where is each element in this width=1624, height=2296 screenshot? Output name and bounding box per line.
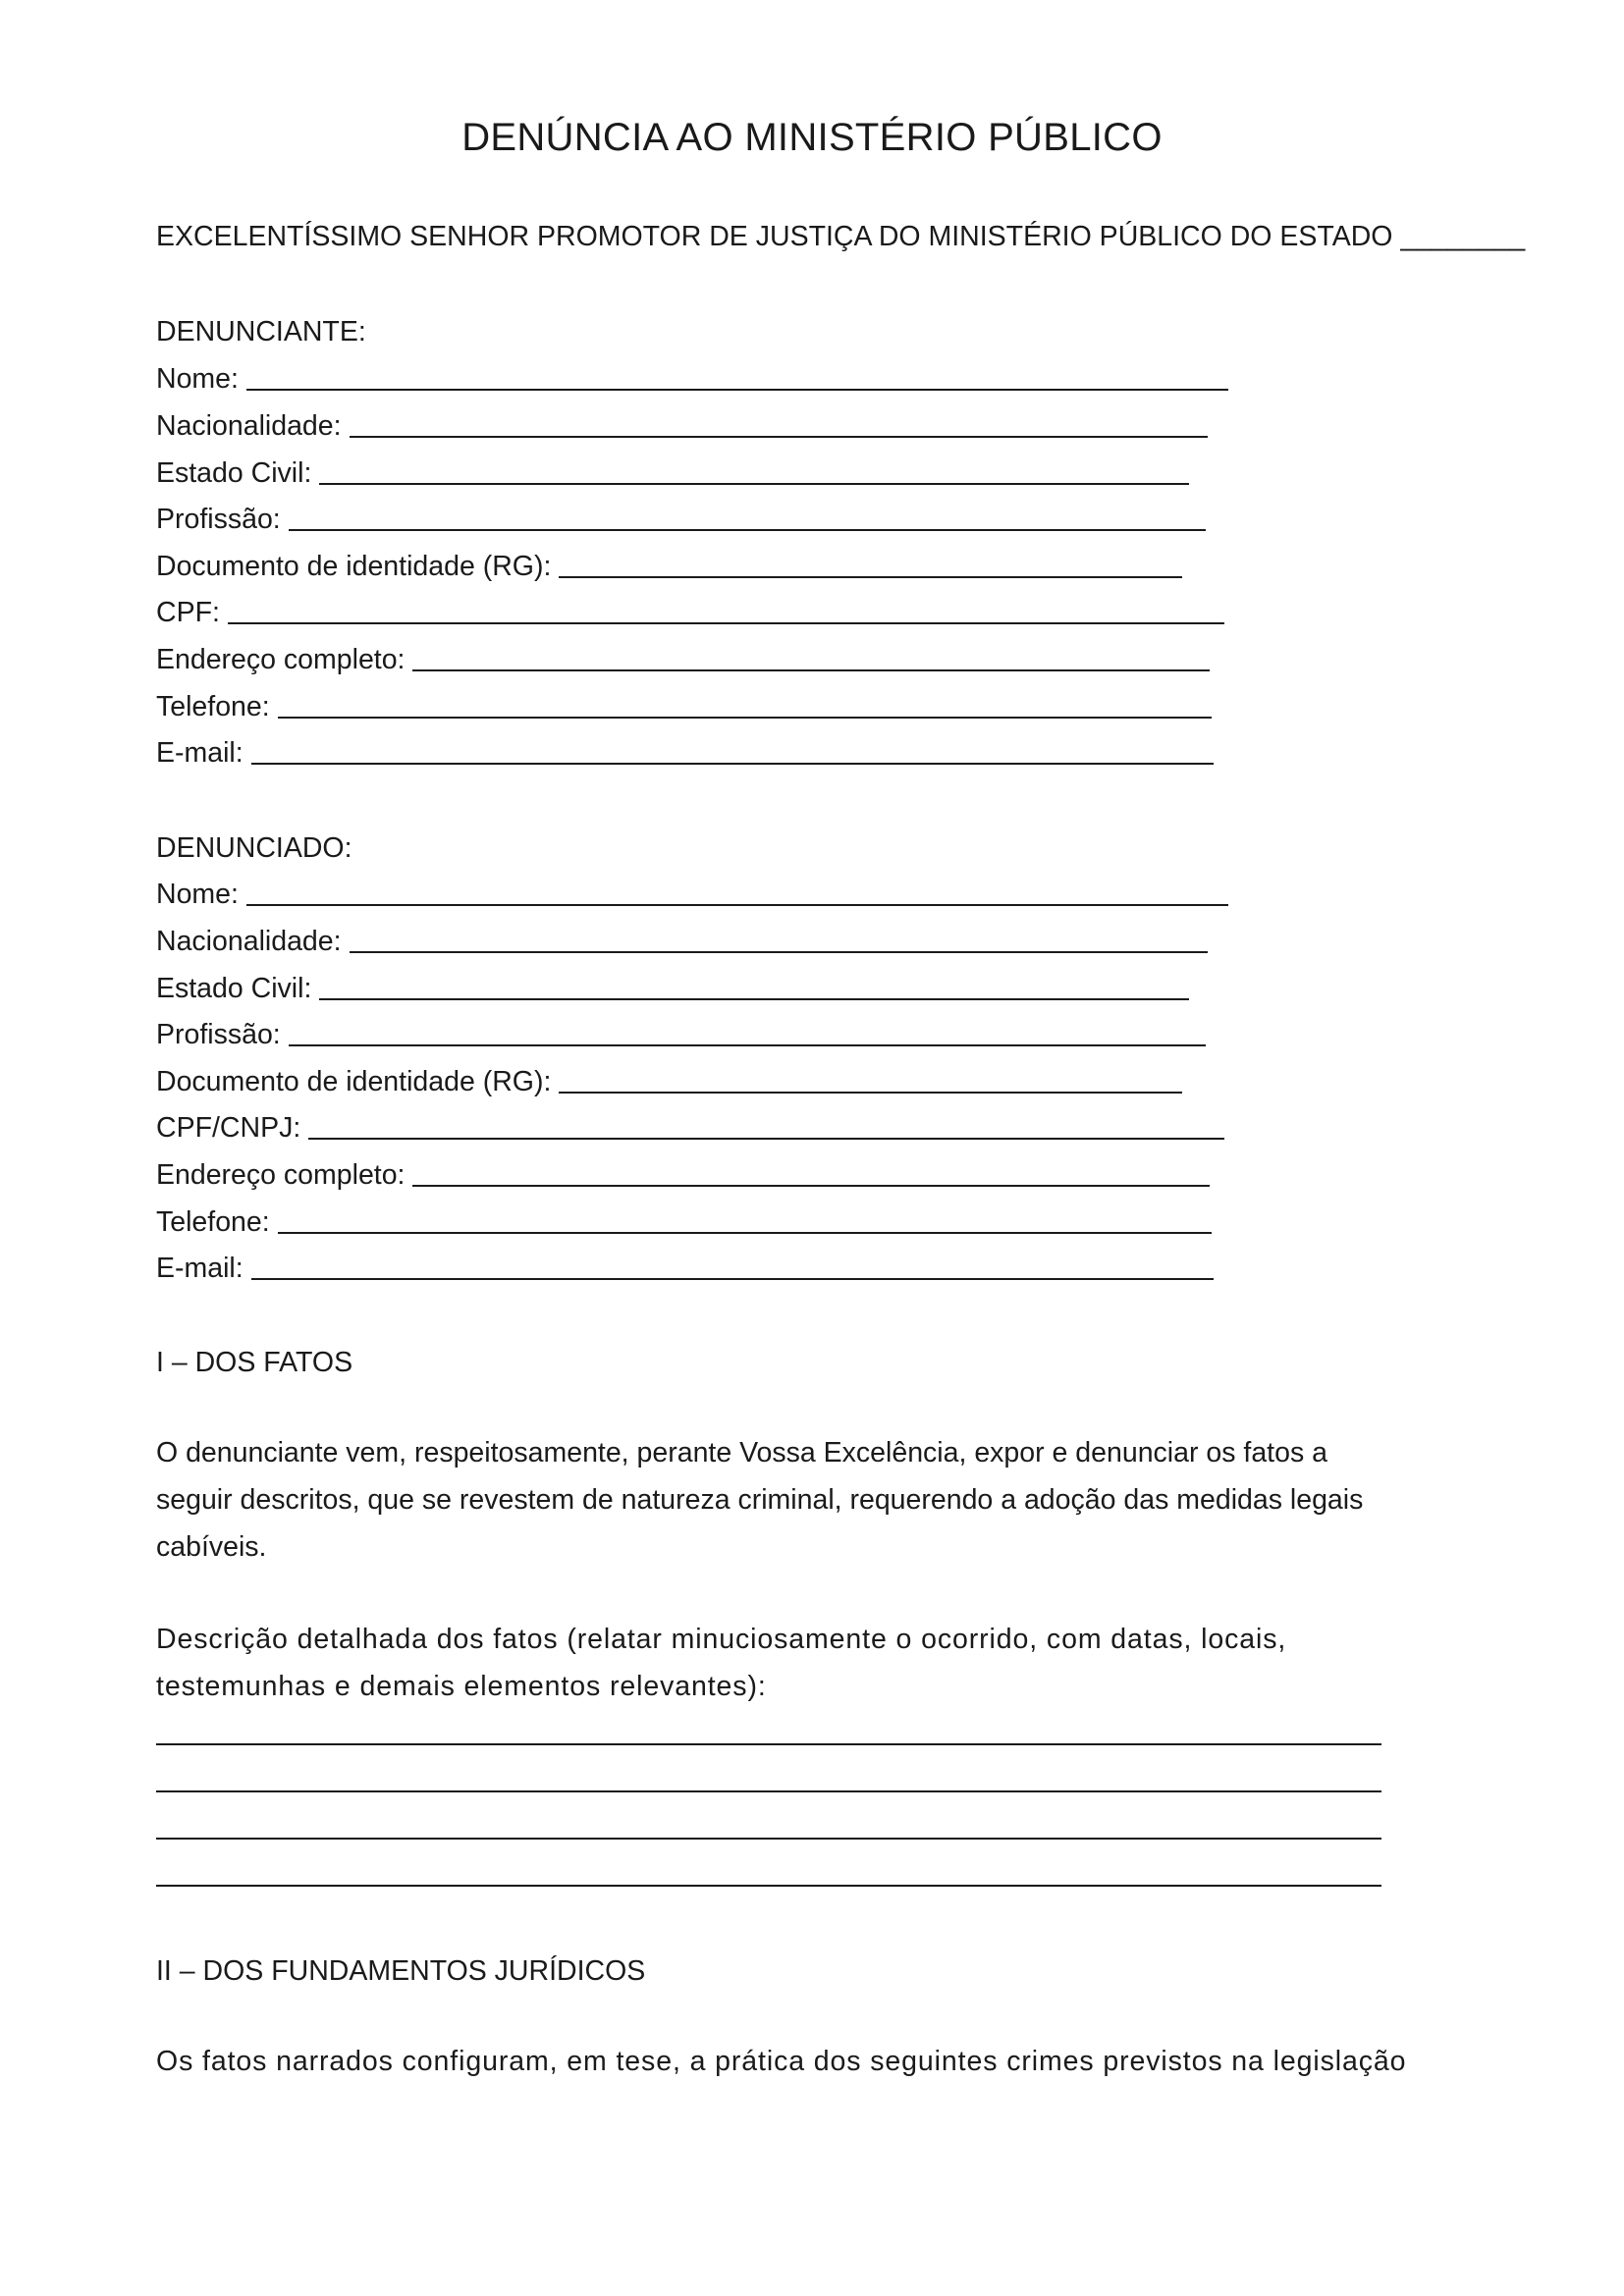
denunciado-nome-field[interactable] — [156, 872, 1228, 911]
field-label: Profissão: — [156, 1019, 281, 1050]
field-blank-line[interactable] — [559, 576, 1182, 578]
field-blank-line[interactable] — [319, 483, 1189, 485]
denunciante-email-field[interactable] — [156, 730, 1214, 770]
field-blank-line[interactable] — [228, 622, 1224, 624]
field-blank-line[interactable] — [289, 529, 1206, 531]
field-label: Nacionalidade: — [156, 410, 342, 442]
field-blank-line[interactable] — [246, 904, 1228, 906]
field-label: Nacionalidade: — [156, 926, 342, 957]
field-blank-line[interactable] — [412, 1185, 1210, 1187]
denunciado-rg-field[interactable] — [156, 1059, 1182, 1098]
field-blank-line[interactable] — [289, 1044, 1206, 1046]
field-blank-line[interactable] — [559, 1092, 1182, 1094]
field-label: E-mail: — [156, 1253, 244, 1284]
field-label: Nome: — [156, 363, 239, 395]
field-blank-line[interactable] — [251, 1278, 1214, 1280]
field-label: Endereço completo: — [156, 1159, 406, 1191]
denunciado-profissao-field[interactable] — [156, 1012, 1206, 1051]
denunciante-telefone-field[interactable] — [156, 684, 1212, 723]
fundamentos-intro-paragraph: Os fatos narrados configuram, em tese, a prática dos seguintes crimes previstos na legislação — [156, 2046, 1407, 2077]
field-blank-line[interactable] — [412, 669, 1210, 671]
denunciante-heading: DENUNCIANTE: — [156, 316, 366, 347]
field-blank-line[interactable] — [319, 998, 1189, 1000]
field-label: Telefone: — [156, 1206, 270, 1238]
denunciante-endereco-field[interactable] — [156, 637, 1210, 676]
field-blank-line[interactable] — [278, 1232, 1212, 1234]
denunciante-profissao-field[interactable] — [156, 497, 1206, 536]
denunciado-estado-civil-field[interactable] — [156, 966, 1189, 1005]
denunciado-heading: DENUNCIADO: — [156, 832, 352, 864]
field-blank-line[interactable] — [308, 1138, 1224, 1140]
field-label: CPF/CNPJ: — [156, 1112, 301, 1144]
field-label: Nome: — [156, 879, 239, 910]
addressee-line: EXCELENTÍSSIMO SENHOR PROMOTOR DE JUSTIÇA DO MINISTÉRIO PÚBLICO DO ESTADO ________ — [156, 221, 1526, 252]
field-blank-line[interactable] — [350, 951, 1208, 953]
denunciado-nacionalidade-field[interactable] — [156, 919, 1208, 958]
fatos-heading: I – DOS FATOS — [156, 1347, 353, 1378]
fatos-answer-line[interactable] — [156, 1790, 1381, 1792]
field-blank-line[interactable] — [350, 436, 1208, 438]
fatos-description-prompt: Descrição detalhada dos fatos (relatar minuciosamente o ocorrido, com datas, locais, testemunhas e demais elementos relevantes): — [156, 1624, 1287, 1702]
field-label: Estado Civil: — [156, 457, 312, 489]
denunciante-nome-field[interactable] — [156, 356, 1228, 396]
fundamentos-heading: II – DOS FUNDAMENTOS JURÍDICOS — [156, 1955, 646, 1987]
field-label: Documento de identidade (RG): — [156, 551, 552, 582]
fatos-intro-paragraph: O denunciante vem, respeitosamente, perante Vossa Excelência, expor e denunciar os fatos a seguir descritos, que se revestem de natureza criminal, requerendo a adoção das medidas legais cabíveis. — [156, 1437, 1364, 1563]
denunciante-nacionalidade-field[interactable] — [156, 403, 1208, 443]
field-blank-line[interactable] — [246, 389, 1228, 391]
denunciado-cpf-cnpj-field[interactable] — [156, 1105, 1224, 1145]
field-label: CPF: — [156, 597, 220, 628]
denunciante-estado-civil-field[interactable] — [156, 451, 1189, 490]
field-label: Estado Civil: — [156, 973, 312, 1004]
fatos-answer-line[interactable] — [156, 1743, 1381, 1745]
denunciado-email-field[interactable] — [156, 1246, 1214, 1285]
denunciante-cpf-field[interactable] — [156, 590, 1224, 629]
fatos-answer-line[interactable] — [156, 1885, 1381, 1887]
field-label: Documento de identidade (RG): — [156, 1066, 552, 1097]
field-label: E-mail: — [156, 737, 244, 769]
denunciado-endereco-field[interactable] — [156, 1152, 1210, 1192]
field-label: Telefone: — [156, 691, 270, 722]
field-blank-line[interactable] — [278, 717, 1212, 719]
field-blank-line[interactable] — [251, 763, 1214, 765]
field-label: Profissão: — [156, 504, 281, 535]
document-title: DENÚNCIA AO MINISTÉRIO PÚBLICO — [461, 116, 1163, 159]
field-label: Endereço completo: — [156, 644, 406, 675]
denunciado-telefone-field[interactable] — [156, 1200, 1212, 1239]
fatos-answer-line[interactable] — [156, 1838, 1381, 1840]
denunciante-rg-field[interactable] — [156, 544, 1182, 583]
